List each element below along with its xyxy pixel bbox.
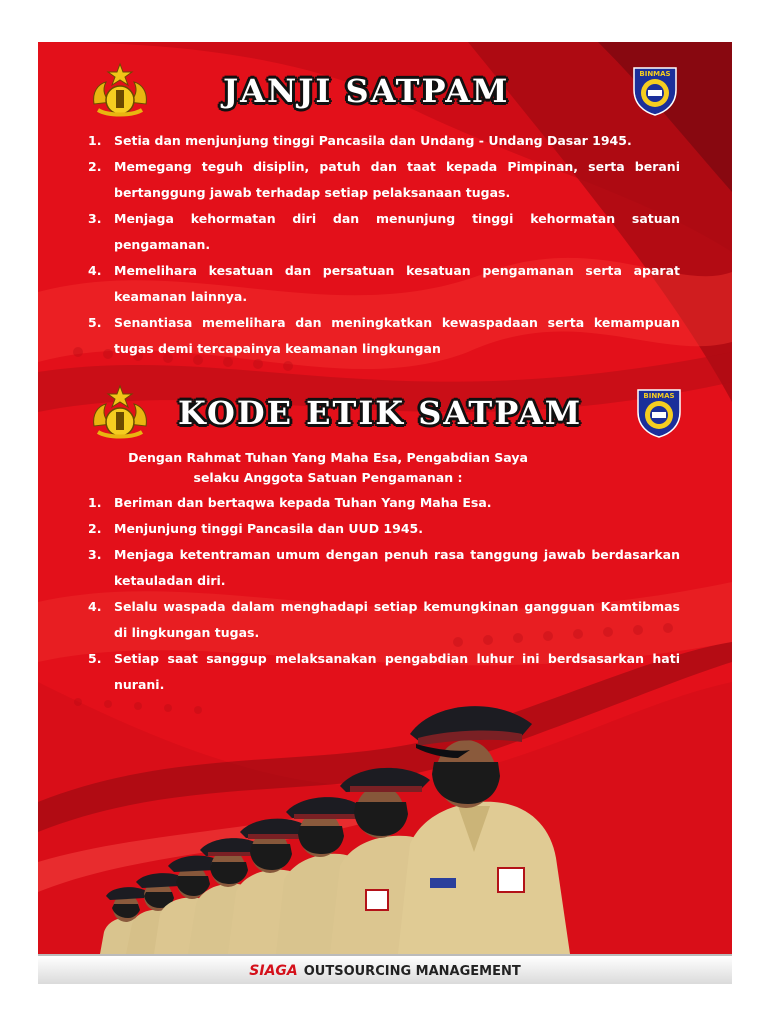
binmas-badge-icon: [630, 64, 680, 116]
kode-etik-list: [88, 490, 680, 698]
poster: [38, 42, 732, 984]
list-item: 1. Beriman dan bertaqwa kepada Tuhan Yang Maha Esa.: [88, 495, 492, 510]
guard-figure: [398, 706, 570, 954]
footer-text: OUTSOURCING MANAGEMENT: [303, 963, 521, 979]
police-emblem-icon: [88, 62, 152, 118]
binmas-badge-label: BINMAS: [643, 392, 675, 400]
police-emblem-icon: [88, 384, 152, 440]
list-item: 2. Memegang teguh disiplin, patuh dan taat kepada Pimpinan, serta berani bertanggung jawab terhadap setiap pelaksanaan tugas.: [88, 159, 680, 200]
security-guards-photo: [98, 682, 668, 954]
kode-etik-satpam-title: KODE ETIK SATPAM: [178, 394, 583, 432]
list-item: 2. Menjunjung tinggi Pancasila dan UUD 1945.: [88, 521, 423, 536]
list-item: 4. Selalu waspada dalam menghadapi setiap kemungkinan gangguan Kamtibmas di lingkungan tugas.: [88, 599, 680, 640]
list-item: 3. Menjaga ketentraman umum dengan penuh rasa tanggung jawab berdasarkan ketauladan diri.: [88, 547, 680, 588]
binmas-badge-label: BINMAS: [639, 70, 671, 78]
janji-satpam-list: [88, 128, 680, 362]
list-item: 3. Menjaga kehormatan diri dan menunjung tinggi kehormatan satuan pengamanan.: [88, 211, 680, 252]
list-item: 1. Setia dan menjunjung tinggi Pancasila dan Undang - Undang Dasar 1945.: [88, 133, 632, 148]
list-item: 5. Senantiasa memelihara dan meningkatkan kewaspadaan serta kemampuan tugas demi tercapainya keamanan lingkungan: [88, 315, 680, 356]
footer-bar: [38, 954, 732, 984]
siaga-brand-logo: SIAGA: [249, 963, 298, 979]
binmas-badge-icon: [634, 386, 684, 438]
list-item: 5. Setiap saat sanggup melaksanakan pengabdian luhur ini berdsasarkan hati nurani.: [88, 651, 680, 692]
janji-satpam-title: JANJI SATPAM: [223, 72, 510, 110]
kode-etik-intro: Dengan Rahmat Tuhan Yang Maha Esa, Pengabdian Saya selaku Anggota Satuan Pengamanan :: [128, 450, 528, 485]
list-item: 4. Memelihara kesatuan dan persatuan kesatuan pengamanan serta aparat keamanan lainnya.: [88, 263, 680, 304]
